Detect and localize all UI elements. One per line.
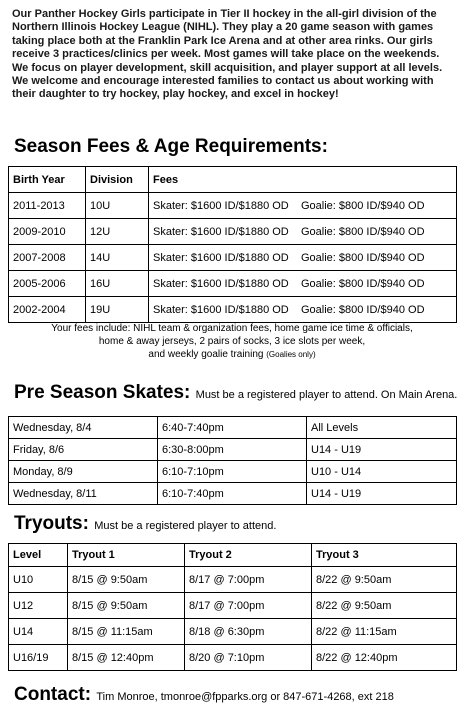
tryout-1-time: 8/15 @ 12:40pm [68,645,185,671]
skate-level: U10 - U14 [307,461,457,483]
skater-fee: Skater: $1600 ID/$1880 OD [149,297,298,323]
skate-date: Monday, 8/9 [9,461,158,483]
header-fees: Fees [149,167,457,193]
tryout-2-time: 8/17 @ 7:00pm [185,593,312,619]
tryout-1-time: 8/15 @ 9:50am [68,593,185,619]
table-header-row [9,167,457,193]
fees-note-line [20,348,444,361]
skate-time: 6:10-7:40pm [158,483,307,505]
tryout-level: U16/19 [9,645,68,671]
tryout-level: U12 [9,593,68,619]
fees-note [20,322,444,361]
table-row [9,593,457,619]
birth-year: 2011-2013 [9,193,86,219]
skate-time: 6:30-8:00pm [158,439,307,461]
fees-note-line: Your fees include: NIHL team & organization fees, home game ice time & officials, [51,323,413,334]
division: 16U [86,271,149,297]
skate-date: Friday, 8/6 [9,439,158,461]
preseason-heading [14,382,457,404]
header-level: Level [9,544,68,567]
division: 19U [86,297,149,323]
tryouts-heading [14,513,276,535]
fees-heading: Season Fees & Age Requirements: [14,136,328,157]
fees-table [8,166,457,323]
preseason-subtitle: Must be a registered player to attend. On Main Arena. [195,389,458,401]
birth-year: 2005-2006 [9,271,86,297]
goalie-fee: Goalie: $800 ID/$940 OD [297,245,457,271]
tryouts-title: Tryouts: [14,513,89,534]
skate-time: 6:40-7:40pm [158,417,307,439]
tryout-level: U14 [9,619,68,645]
skate-level: U14 - U19 [307,483,457,505]
skate-level: U14 - U19 [307,439,457,461]
skater-fee: Skater: $1600 ID/$1880 OD [149,193,298,219]
tryout-2-time: 8/17 @ 7:00pm [185,567,312,593]
birth-year: 2009-2010 [9,219,86,245]
tryout-level: U10 [9,567,68,593]
fees-note-text: and weekly goalie training [148,349,264,360]
tryouts-subtitle: Must be a registered player to attend. [94,520,277,532]
table-row [9,461,457,483]
birth-year: 2007-2008 [9,245,86,271]
table-row [9,245,457,271]
table-row [9,271,457,297]
tryout-2-time: 8/18 @ 6:30pm [185,619,312,645]
tryout-1-time: 8/15 @ 11:15am [68,619,185,645]
header-birth-year: Birth Year [9,167,86,193]
preseason-title: Pre Season Skates: [14,382,191,403]
skater-fee: Skater: $1600 ID/$1880 OD [149,219,298,245]
tryout-3-time: 8/22 @ 9:50am [312,567,457,593]
skate-date: Wednesday, 8/4 [9,417,158,439]
table-row [9,297,457,323]
table-header-row [9,544,457,567]
contact-text: Tim Monroe, tmonroe@fpparks.org or 847-671-4268, ext 218 [96,691,394,703]
division: 10U [86,193,149,219]
table-row [9,439,457,461]
division: 12U [86,219,149,245]
birth-year: 2002-2004 [9,297,86,323]
table-row [9,619,457,645]
contact-heading [14,684,394,706]
contact-title: Contact: [14,684,92,705]
tryout-1-time: 8/15 @ 9:50am [68,567,185,593]
preseason-table [8,416,457,505]
table-row [9,567,457,593]
division: 14U [86,245,149,271]
table-row [9,417,457,439]
header-tryout-3: Tryout 3 [312,544,457,567]
goalie-fee: Goalie: $800 ID/$940 OD [297,193,457,219]
tryout-3-time: 8/22 @ 12:40pm [312,645,457,671]
skate-level: All Levels [307,417,457,439]
skater-fee: Skater: $1600 ID/$1880 OD [149,245,298,271]
table-row [9,219,457,245]
header-tryout-2: Tryout 2 [185,544,312,567]
skate-time: 6:10-7:10pm [158,461,307,483]
fees-note-line: home & away jerseys, 2 pairs of socks, 3 ice slots per week, [98,336,366,347]
skater-fee: Skater: $1600 ID/$1880 OD [149,271,298,297]
goalie-fee: Goalie: $800 ID/$940 OD [297,297,457,323]
tryout-2-time: 8/20 @ 7:10pm [185,645,312,671]
tryouts-table [8,543,457,671]
tryout-3-time: 8/22 @ 9:50am [312,593,457,619]
intro-paragraph: Our Panther Hockey Girls participate in Tier II hockey in the all-girl division of the Northern Illinois Hockey League (NIHL). They play a 20 game season with games taking place both at the Franklin Park Ice Arena and at other area rinks. Our girls receive 3 practices/clinics per week. Most games will take place on the weekends. We focus on player development, skill acquisition, and player support at all levels. We welcome and encourage interested families to contact us about working with their daughter to try hockey, play hockey, and excel in hockey! [12,8,443,101]
header-tryout-1: Tryout 1 [68,544,185,567]
table-row [9,193,457,219]
goalie-fee: Goalie: $800 ID/$940 OD [297,219,457,245]
fees-note-small: (Goalies only) [266,350,316,359]
skate-date: Wednesday, 8/11 [9,483,158,505]
table-row [9,645,457,671]
goalie-fee: Goalie: $800 ID/$940 OD [297,271,457,297]
tryout-3-time: 8/22 @ 11:15am [312,619,457,645]
table-row [9,483,457,505]
header-division: Division [86,167,149,193]
